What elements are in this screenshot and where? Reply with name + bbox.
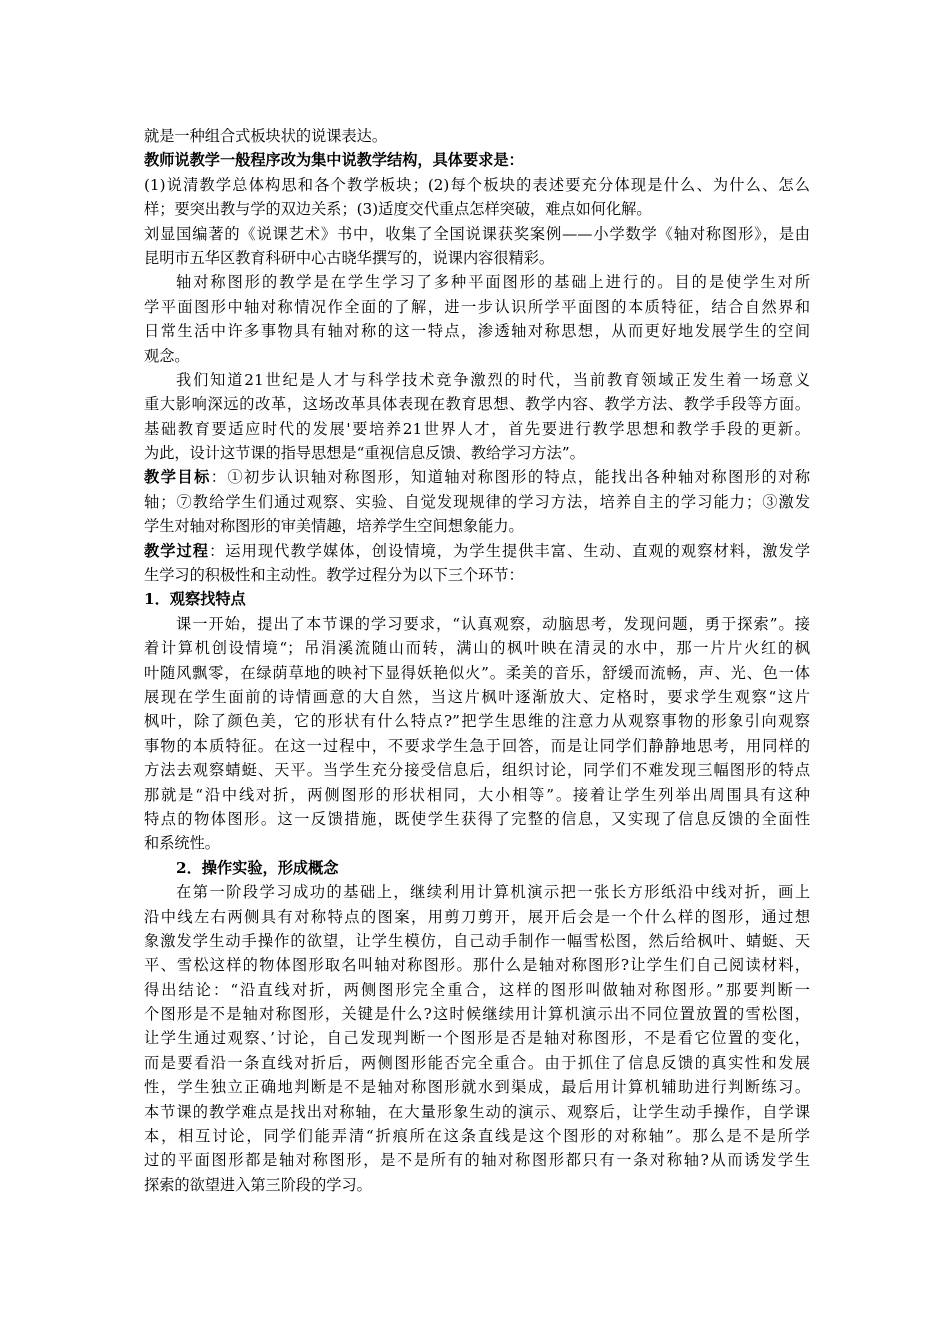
line-text: 让学生通过观察、’讨论，自己发现判断一个图形是否是轴对称图形，不是看它位置的变化，: [144, 1029, 810, 1048]
line-text: 事物的本质特征。在这一过程中，不要求学生急于回答，而是让同学们静静地思考，用同样的: [144, 736, 810, 755]
text-line: [144, 368, 810, 392]
text-line: [144, 563, 810, 587]
line-text: 轴对称图形的教学是在学生学习了多种平面图形的基础上进行的。目的是使学生对所: [176, 273, 810, 292]
text-line: [144, 441, 810, 465]
line-text: 而是要看沿一条直线对折后，两侧图形能否完全重合。由于抓住了信息反馈的真实性和发展: [144, 1053, 810, 1072]
text-line: [144, 1075, 810, 1099]
line-text: 观念。: [144, 346, 190, 365]
text-line: [144, 734, 810, 758]
text-line: [144, 1173, 810, 1197]
line-text: 得出结论：“沿直线对折，两侧图形完全重合，这样的图形叫做轴对称图形。”那要判断一: [144, 980, 810, 999]
text-line: [144, 953, 810, 977]
text-line: [144, 344, 810, 368]
line-text: 刘显国编著的《说课艺术》书中，收集了全国说课获奖案例——小学数学《轴对称图形》，是由: [144, 224, 810, 243]
line-text: 那就是“沿中线对折，两侧图形的形状相同，大小相等”。接着让学生列举出周围具有这种: [144, 785, 810, 804]
text-line: [144, 612, 810, 636]
line-text: 基础教育要适应时代的发展'要培养21世界人才，首先要进行教学思想和教学手段的更新。: [144, 419, 810, 438]
text-line: [144, 1002, 810, 1026]
line-text: ：运用现代教学媒体，创设情境，为学生提供丰富、生动、直观的观察材料，激发学: [209, 541, 810, 560]
line-text: 象激发学生动手操作的欲望，让学生模仿，自己动手制作一幅雪松图，然后给枫叶、蜻蜓、天: [144, 931, 810, 950]
line-text: 日常生活中许多事物具有轴对称的这一特点，渗透轴对称思想，从而更好地发展学生的空间: [144, 322, 810, 341]
section-heading: 教学目标: [144, 468, 211, 487]
text-line: [144, 1124, 810, 1148]
text-line: [144, 856, 810, 880]
line-text: 课一开始，提出了本节课的学习要求，“认真观察，动脑思考，发现问题，勇于探索”。接: [176, 614, 810, 633]
text-line: [144, 124, 810, 148]
line-text: 探索的欲望进入第三阶段的学习。: [144, 1175, 372, 1194]
line-text: 教师说教学一般程序改为集中说教学结构，具体要求是：: [144, 151, 524, 170]
line-text: 1．观察找特点: [144, 590, 246, 609]
text-line: [144, 319, 810, 343]
text-line: [144, 1051, 810, 1075]
line-text: 枫叶，除了颜色美，它的形状有什么特点?”把学生思维的注意力从观察事物的形象引向观察: [144, 712, 810, 731]
line-text: 个图形是不是轴对称图形，关键是什么?这时候继续用计算机演示出不同位置放置的雪松图，: [144, 1005, 810, 1024]
text-line: [144, 661, 810, 685]
line-text: ：①初步认识轴对称图形，知道轴对称图形的特点，能找出各种轴对称图形的对称: [210, 468, 810, 487]
text-line: [144, 1100, 810, 1124]
text-line: [144, 831, 810, 855]
text-line: [144, 246, 810, 270]
line-text: 叶随风飘零，在绿荫草地的映衬下显得妖艳似火”。柔美的音乐，舒缓而流畅，声、光、色一体: [144, 663, 810, 682]
line-text: 昆明市五华区教育科研中心古晓华撰写的，说课内容很精彩。: [144, 248, 555, 267]
line-text: 样；要突出教与学的双边关系；(3)适度交代重点怎样突破，难点如何化解。: [144, 200, 652, 219]
text-line: [144, 783, 810, 807]
line-text: 展现在学生面前的诗情画意的大自然，当这片枫叶逐渐放大、定格时，要求学生观察“这片: [144, 687, 810, 706]
line-text: 2．操作实验，形成概念: [176, 858, 339, 877]
text-line: [144, 514, 810, 538]
text-line: [144, 587, 810, 611]
line-text: 轴；⑦教给学生们通过观察、实验、自觉发现规律的学习方法，培养自主的学习能力；③激发: [144, 492, 810, 511]
line-text: 沿中线左右两侧具有对称特点的图案，用剪刀剪开，展开后会是一个什么样的图形，通过想: [144, 907, 810, 926]
line-text: 平、雪松这样的物体图形取名叫轴对称图形。那什么是轴对称图形?让学生们自己阅读材料，: [144, 956, 810, 975]
text-line: [144, 978, 810, 1002]
line-text: 着计算机创设情境“；吊涓溪流随山而转，满山的枫叶映在清灵的水中，那一片片火红的枫: [144, 639, 810, 658]
text-line: [144, 685, 810, 709]
text-line: [144, 539, 810, 563]
text-line: [144, 1148, 810, 1172]
line-text: 在第一阶段学习成功的基础上，继续利用计算机演示把一张长方形纸沿中线对折，画上: [176, 883, 810, 902]
line-text: (1)说清教学总体构思和各个教学板块；(2)每个板块的表述要充分体现是什么、为什么、怎么: [144, 175, 810, 194]
text-line: [144, 807, 810, 831]
text-line: [144, 636, 810, 660]
text-line: [144, 758, 810, 782]
line-text: 性，学生独立正确地判断是不是轴对称图形就水到渠成，最后用计算机辅助进行判断练习。: [144, 1078, 810, 1097]
text-line: [144, 222, 810, 246]
text-line: [144, 148, 810, 172]
text-line: [144, 270, 810, 294]
line-text: 特点的物体图形。这一反馈措施，既使学生获得了完整的信息，又实现了信息反馈的全面性: [144, 809, 810, 828]
document-page: [144, 124, 810, 1197]
line-text: 过的平面图形都是轴对称图形，是不是所有的轴对称图形都只有一条对称轴?从而诱发学生: [144, 1151, 810, 1170]
text-line: [144, 490, 810, 514]
text-line: [144, 417, 810, 441]
line-text: 方法去观察蜻蜓、天平。当学生充分接受信息后，组织讨论，同学们不难发现三幅图形的特点: [144, 761, 810, 780]
line-text: 学生对轴对称图形的审美情趣，培养学生空间想象能力。: [144, 517, 524, 536]
line-text: 就是一种组合式板块状的说课表达。: [144, 127, 387, 145]
text-line: [144, 392, 810, 416]
text-line: [144, 929, 810, 953]
line-text: 我们知道21世纪是人才与科学技术竞争激烈的时代，当前教育领域正发生着一场意义: [176, 370, 810, 389]
text-line: [144, 1026, 810, 1050]
text-line: [144, 465, 810, 489]
line-text: 生学习的积极性和主动性。教学过程分为以下三个环节：: [144, 566, 524, 585]
text-line: [144, 905, 810, 929]
line-text: 本，相互讨论，同学们能弄清“折痕所在这条直线是这个图形的对称轴”。那么是不是所学: [144, 1127, 810, 1146]
text-line: [144, 295, 810, 319]
document-body: [144, 124, 810, 1197]
text-line: [144, 197, 810, 221]
text-line: [144, 173, 810, 197]
line-text: 本节课的教学难点是找出对称轴，在大量形象生动的演示、观察后，让学生动手操作，自学课: [144, 1102, 810, 1121]
line-text: 学平面图形中轴对称情况作全面的了解，进一步认识所学平面图的本质特征，结合自然界和: [144, 297, 810, 316]
line-text: 重大影响深远的改革，这场改革具体表现在教育思想、教学内容、教学方法、教学手段等方面。: [144, 395, 810, 414]
text-line: [144, 709, 810, 733]
text-line: [144, 880, 810, 904]
section-heading: 教学过程: [144, 541, 210, 560]
line-text: 为此，设计这节课的指导思想是“重视信息反馈、教给学习方法”。: [144, 444, 585, 463]
line-text: 和系统性。: [144, 834, 220, 853]
